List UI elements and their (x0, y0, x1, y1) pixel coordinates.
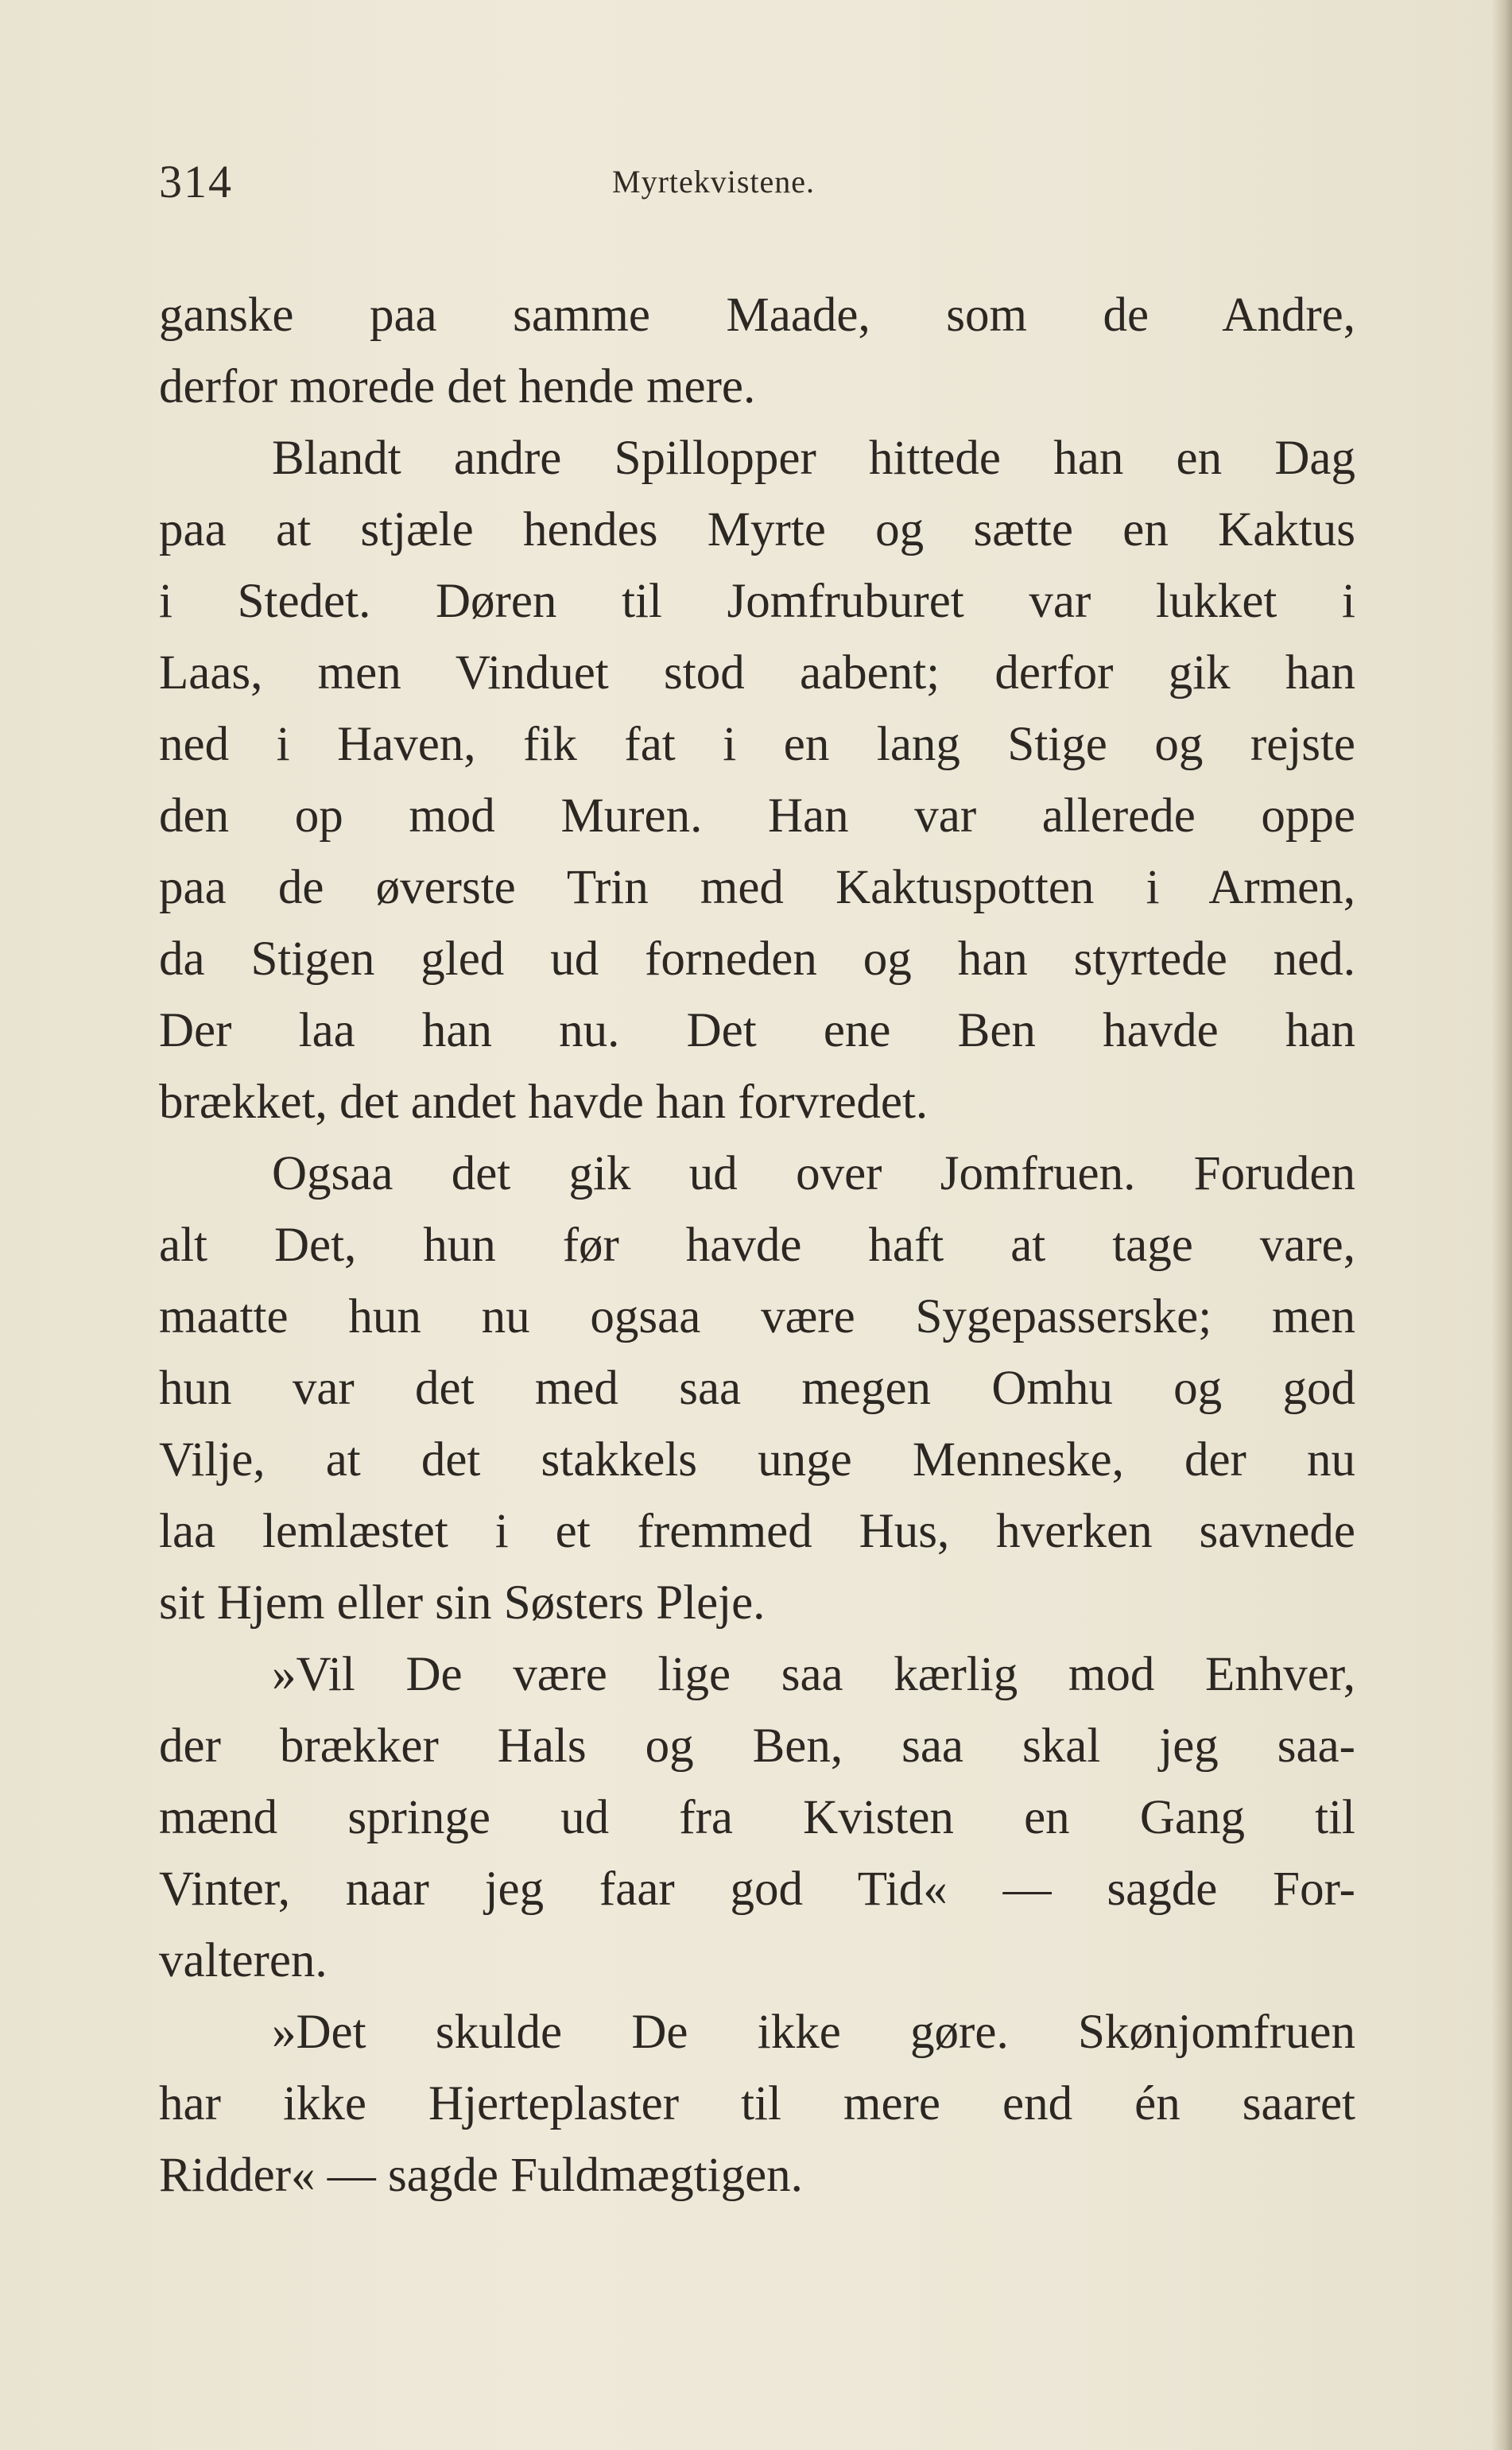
text-line: paa at stjæle hendes Myrte og sætte en Kaktus (159, 503, 1355, 556)
body-text (159, 280, 1355, 2212)
text-line: maatte hun nu ogsaa være Sygepasserske; men (159, 1290, 1355, 1343)
text-line: Vinter, naar jeg faar god Tid« — sagde For- (159, 1863, 1355, 1916)
text-line: hun var det med saa megen Omhu og god (159, 1362, 1355, 1415)
text-line: Laas, men Vinduet stod aabent; derfor gik han (159, 646, 1355, 700)
text-line: Der laa han nu. Det ene Ben havde han (159, 1004, 1355, 1057)
text-line: Vilje, at det stakkels unge Menneske, der nu (159, 1433, 1355, 1487)
text-line: derfor morede det hende mere. (159, 360, 756, 413)
text-line: alt Det, hun før havde haft at tage vare, (159, 1219, 1355, 1272)
text-line: »Vil De være lige saa kærlig mod Enhver, (272, 1648, 1355, 1701)
text-line: Ogsaa det gik ud over Jomfruen. Foruden (272, 1147, 1355, 1200)
running-head: Myrtekvistene. (612, 164, 816, 200)
text-line: ganske paa samme Maade, som de Andre, (159, 289, 1355, 342)
text-line: sit Hjem eller sin Søsters Pleje. (159, 1576, 766, 1630)
text-line: paa de øverste Trin med Kaktuspotten i Armen, (159, 861, 1355, 914)
page-number: 314 (159, 156, 233, 207)
text-line: da Stigen gled ud forneden og han styrtede ned. (159, 932, 1355, 986)
text-line: »Det skulde De ikke gøre. Skønjomfruen (272, 2006, 1355, 2059)
text-line: har ikke Hjerteplaster til mere end én saaret (159, 2077, 1355, 2130)
text-line: Blandt andre Spillopper hittede han en Dag (272, 432, 1355, 485)
text-line: i Stedet. Døren til Jomfruburet var lukket i (159, 575, 1355, 628)
page-header (159, 155, 1375, 219)
text-line: brækket, det andet havde han forvredet. (159, 1076, 929, 1129)
text-line: ned i Haven, fik fat i en lang Stige og rejste (159, 718, 1355, 771)
text-line: den op mod Muren. Han var allerede oppe (159, 789, 1355, 843)
text-line: der brækker Hals og Ben, saa skal jeg saa- (159, 1719, 1355, 1773)
text-line: mænd springe ud fra Kvisten en Gang til (159, 1791, 1355, 1844)
text-line: laa lemlæstet i et fremmed Hus, hverken savnede (159, 1505, 1355, 1558)
page-edge-shadow (1491, 0, 1512, 2450)
text-line: valteren. (159, 1934, 328, 1987)
text-line: Ridder« — sagde Fuldmægtigen. (159, 2149, 803, 2202)
